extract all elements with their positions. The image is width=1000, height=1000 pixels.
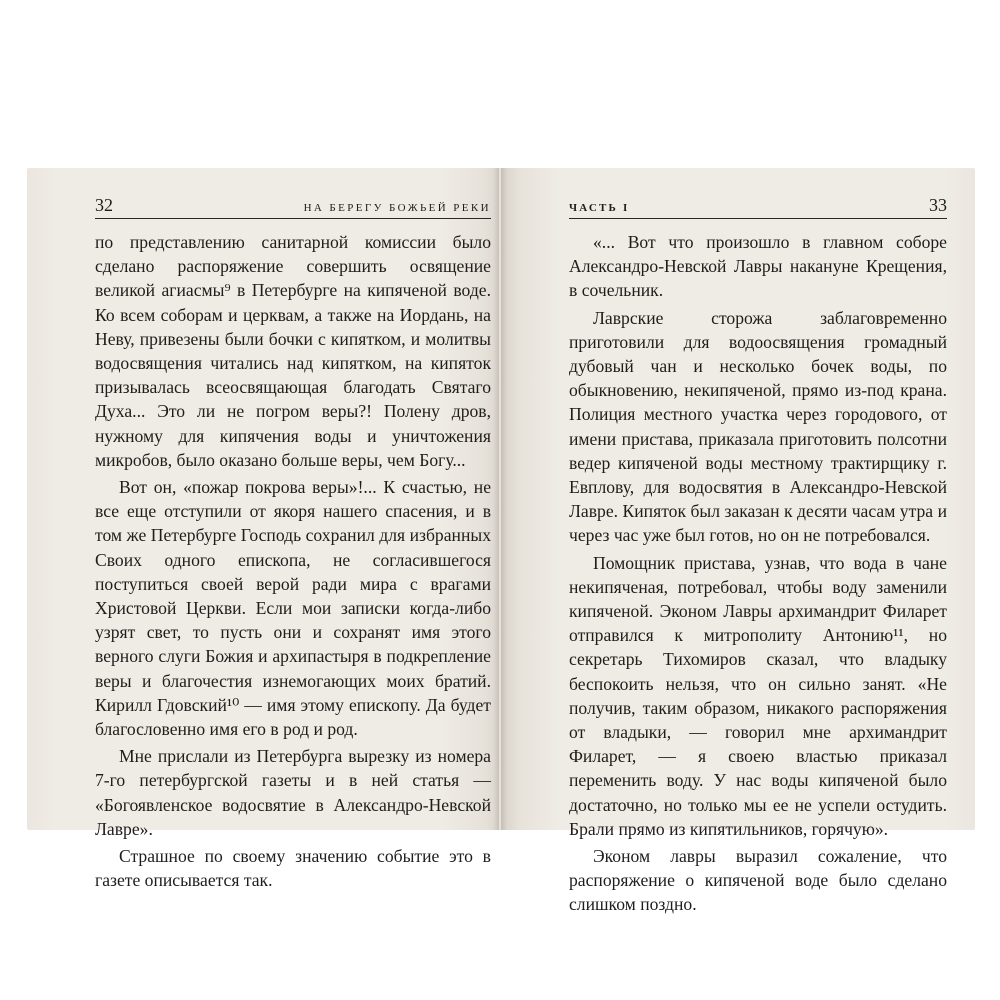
right-page-body <box>569 230 947 917</box>
right-page <box>501 168 975 915</box>
left-page-body <box>95 230 491 892</box>
left-page-header <box>95 194 491 219</box>
open-book <box>27 168 975 915</box>
book-gutter <box>493 168 507 830</box>
running-title: НА БЕРЕГУ БОЖЬЕЙ РЕКИ <box>303 202 491 214</box>
paragraph: Лаврские сторожа заблаговременно приготовили для водоосвящения громадный дубовый чан и несколько бочек воды, по обыкновению, некипяченой, прямо из-под крана. Полиция местного участка через городового, от имени пристава, приказала приготовить полсотни ведер кипяченой воды местному трактирщику г. Евплову, для водосвятия в Александро-Невской Лавре. Кипяток был заказан к десяти часам утра и через час уже был готов, но он не потребовался. <box>569 307 947 546</box>
paragraph: «... Вот что произошло в главном соборе Александро-Невской Лавры накануне Крещения, в сочельник. <box>569 232 947 301</box>
paragraph: Эконом лавры выразил сожаление, что распоряжение о кипяченой воде было сделано слишком поздно. <box>569 846 947 915</box>
running-title: ЧАСТЬ I <box>569 202 630 214</box>
paragraph: Мне прислали из Петербурга вырезку из номера 7-го петербургской газеты и в ней статья — «Богоявленское водосвятие в Александро-Невской Лавре». <box>95 746 491 839</box>
paragraph: Вот он, «пожар покрова веры»!... К счастью, не все еще отступили от якоря нашего спасения, и в том же Петербурге Господь сохранил для избранных Своих одного епископа, не согласившегося поступиться своей верой ради мира с врагами Христовой Церкви. Если мои записки когда-либо узрят свет, то пусть они и сохранят имя этого верного слуги Божия и архипастыря в подкрепление веры и благочестия изнемогающих моих братий. Кирилл Гдовский¹⁰ — имя этому епископу. Да будет благословенно имя его в род и род. <box>95 477 491 740</box>
right-page-header <box>569 194 947 219</box>
page-number: 33 <box>929 195 947 215</box>
paragraph: Помощник пристава, узнав, что вода в чане некипяченая, потребовал, чтобы воду заменили кипяченой. Эконом Лавры архимандрит Филарет отправился к митрополиту Антонию¹¹, но секретарь Тихомиров сказал, что владыку беспокоить нельзя, что он сильно занят. «Не получив, таким образом, никакого распоряжения от владыки, — говорил мне архимандрит Филарет, — я своею властью приказал переменить воду. У нас воды кипяченой было достаточно, но только мы ее не успели остудить. Брали прямо из кипятильников, горячую». <box>569 552 947 839</box>
paragraph: Страшное по своему значению событие это в газете описывается так. <box>95 846 491 891</box>
paragraph: по представлению санитарной комиссии было сделано распоряжение совершить освящение великой агиасмы⁹ в Петербурге на кипяченой воде. Ко всем соборам и церквам, а также на Иордань, на Неву, привезены были бочки с кипятком, и молитвы водосвящения читались над кипятком, на кипяток призывалась всеосвящающая благодать Святаго Духа... Это ли не погром веры?! Полену дров, нужному для кипячения воды и уничтожения микробов, было оказано больше веры, чем Богу... <box>95 232 491 470</box>
left-page <box>27 168 499 891</box>
page-number: 32 <box>95 195 113 215</box>
